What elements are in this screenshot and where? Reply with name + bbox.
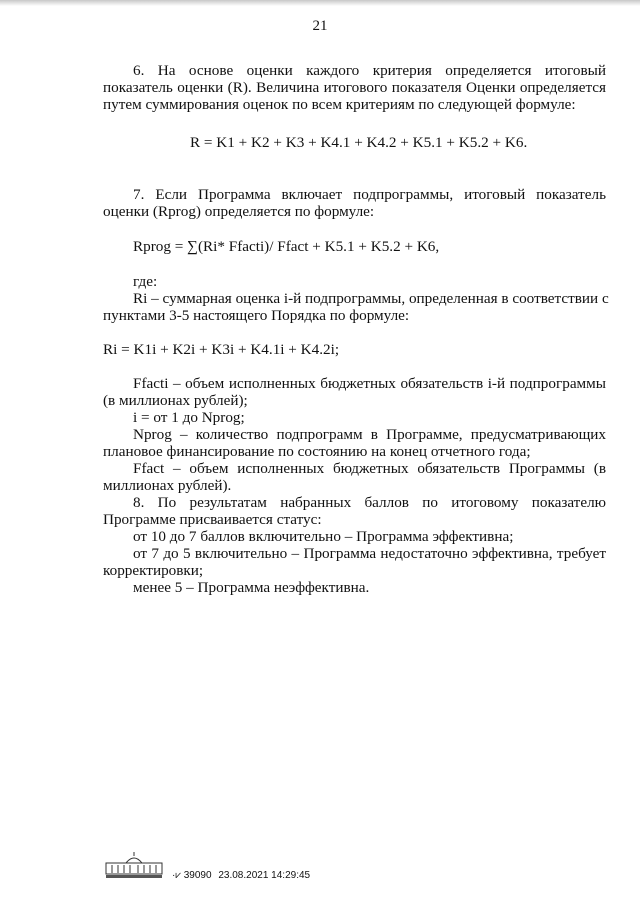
government-building-logo [104, 849, 164, 879]
formula-rprog: Rprog = ∑(Ri* Ffacti)/ Ffact + K5.1 + K5.2 + K6, [133, 238, 440, 255]
footer-mark-icon: ·⩗ [172, 870, 184, 881]
section-6 [103, 62, 606, 113]
section-6-line-2: показатель оценки (R). Величина итогового показателя Оценки определяется [103, 79, 606, 96]
section-8-line-2: Программе присваивается статус: [103, 511, 322, 528]
status-insufficient-line-2: корректировки; [103, 562, 204, 579]
section-7 [103, 186, 606, 220]
section-7-line-1: 7. Если Программа включает подпрограммы, итоговый показатель [133, 186, 606, 203]
ri-definition [103, 290, 609, 324]
status-ineffective: менее 5 – Программа неэффективна. [133, 579, 370, 596]
section-6-line-3: путем суммирования оценок по всем критериям по следующей формуле: [103, 96, 576, 113]
scan-edge [0, 0, 640, 6]
status-insufficient-line-1: от 7 до 5 включительно – Программа недостаточно эффективна, требует [133, 545, 606, 562]
where-label: где: [133, 273, 158, 290]
nprog-definition-line-2: плановое финансирование по состоянию на конец отчетного года; [103, 443, 531, 460]
ffact-definition-line-2: миллионах рублей). [103, 477, 232, 494]
page-number: 21 [312, 18, 328, 34]
document-code: 39090 [183, 870, 212, 881]
formula-ri: Ri = K1i + K2i + K3i + K4.1i + K4.2i; [103, 341, 340, 358]
section-7-line-2: оценки (Rprog) определяется по формуле: [103, 203, 375, 220]
document-timestamp: 23.08.2021 14:29:45 [218, 870, 311, 881]
nprog-definition-line-1: Nprog – количество подпрограмм в Программе, предусматривающих [133, 426, 606, 443]
i-range: i = от 1 до Nprog; [133, 409, 245, 426]
formula-r: R = K1 + K2 + K3 + K4.1 + K4.2 + K5.1 + K5.2 + K6. [190, 134, 528, 151]
ffacti-definition-line-1: Ffacti – объем исполненных бюджетных обязательств i-й подпрограммы [133, 375, 606, 392]
footer-stamp [172, 870, 310, 881]
status-effective: от 10 до 7 баллов включительно – Программа эффективна; [133, 528, 514, 545]
section-8-line-1: 8. По результатам набранных баллов по итоговому показателю [133, 494, 606, 511]
ffacti-definition-line-2: (в миллионах рублей); [103, 392, 248, 409]
ri-definition-line-2: пунктами 3-5 настоящего Порядка по формуле: [103, 307, 410, 324]
section-6-line-1: 6. На основе оценки каждого критерия определяется итоговый [133, 62, 606, 79]
definitions-block [103, 375, 606, 596]
ri-definition-line-1: Ri – суммарная оценка i-й подпрограммы, определенная в соответствии с [133, 290, 609, 307]
ffact-definition-line-1: Ffact – объем исполненных бюджетных обязательств Программы (в [133, 460, 606, 477]
